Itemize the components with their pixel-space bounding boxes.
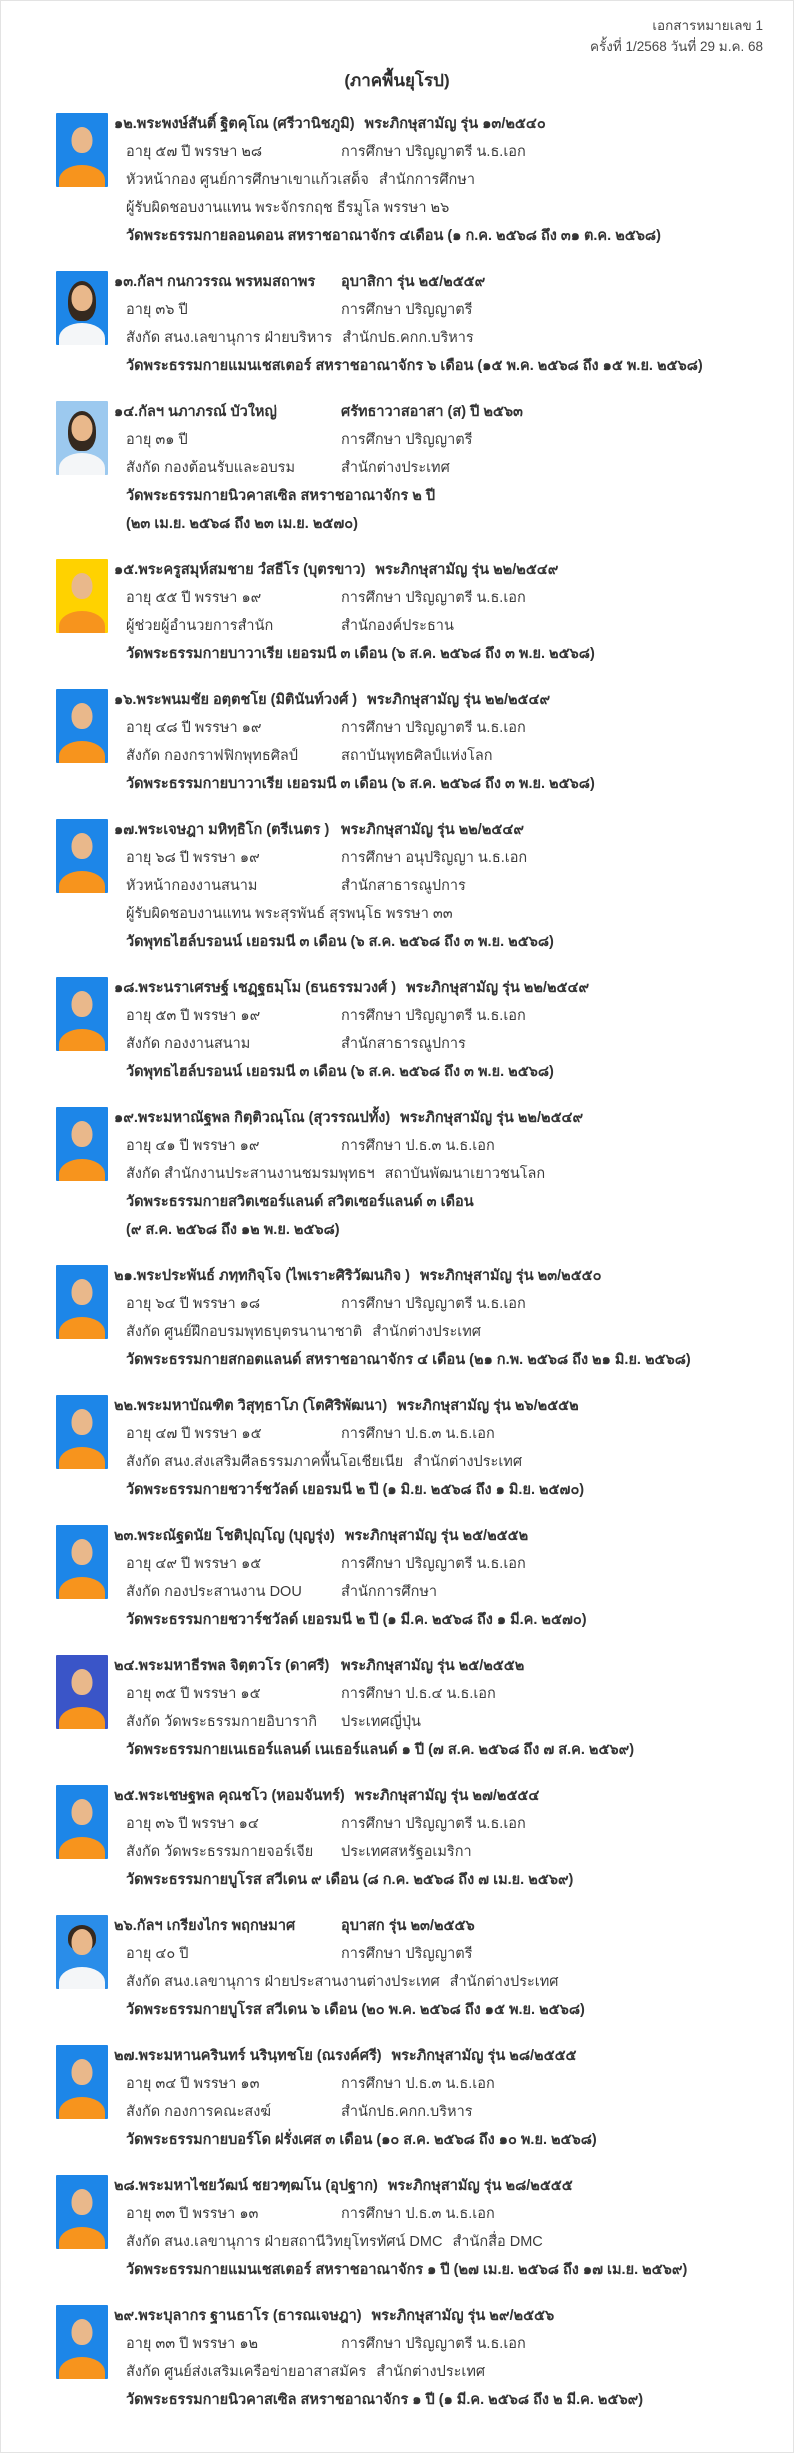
person-status: พระภิกษุสามัญ รุ่น ๒๒/๒๕๔๙ [400,1110,584,1126]
entry-head-row [114,816,773,844]
entry-text [108,556,773,668]
detail-row [114,1968,773,1996]
portrait-head [72,415,93,441]
entry-text [108,1652,773,1764]
entry-text [108,1262,773,1374]
person-status: อุบาสิกา รุ่น ๒๕/๒๕๕๙ [341,274,486,290]
detail-right: การศึกษา ปริญญาตรี น.ธ.เอก [341,1816,526,1832]
person-name: ๑๗.พระเจษฎา มหิทฺธิโก (ตรีเนตร ) [114,822,330,838]
portrait-torso [59,1159,105,1181]
detail-left: สังกัด กองต้อนรับและอบรม [126,460,296,476]
person-status: พระภิกษุสามัญ รุ่น ๒๒/๒๕๔๙ [375,562,559,578]
assignment-line: วัดพระธรรมกายชวาร์ชวัลด์ เยอรมนี ๒ ปี (๑ มี.ค. ๒๕๖๘ ถึง ๑ มี.ค. ๒๕๗๐) [126,1612,587,1628]
entry-head-row [114,398,773,426]
detail-row [114,1002,773,1030]
detail-left: สังกัด ศูนย์ฝึกอบรมพุทธบุตรนานาชาติ [126,1324,363,1340]
person-entry [56,2172,773,2284]
entry-head-row [114,2172,773,2200]
entry-text [108,268,773,380]
detail-row [114,1810,773,1838]
detail-row [114,1550,773,1578]
portrait-head [72,1929,93,1955]
entry-text [108,2172,773,2284]
portrait-head [72,1669,93,1695]
entry-head-row [114,110,773,138]
portrait-photo [56,271,108,345]
detail-row [114,1940,773,1968]
detail-right: สำนักสาธารณูปการ [341,1036,466,1052]
detail-row [114,2228,773,2256]
detail-left: สังกัด ศูนย์ส่งเสริมเครือข่ายอาสาสมัคร [126,2364,367,2380]
entry-body [114,1810,773,1894]
detail-left: สังกัด สนง.เลขานุการ ฝ่ายบริหาร [126,330,333,346]
detail-left: สังกัด วัดพระธรรมกายอิบารากิ [126,1714,318,1730]
detail-row [114,584,773,612]
entry-text [108,398,773,538]
detail-left: อายุ ๓๓ ปี พรรษา ๑๒ [126,2336,259,2352]
entry-text [108,2302,773,2414]
detail-left: หัวหน้ากองงานสนาม [126,878,258,894]
detail-right: การศึกษา ปริญญาตรี น.ธ.เอก [341,1296,526,1312]
detail-right: สำนักต่างประเทศ [449,1974,559,1990]
detail-row [114,2330,773,2358]
detail-row [114,454,773,482]
detail-row [114,1838,773,1866]
person-status: พระภิกษุสามัญ รุ่น ๒๕/๒๕๕๒ [341,1658,525,1674]
entry-text [108,110,773,250]
detail-row [114,138,773,166]
entry-head-row [114,2302,773,2330]
person-name: ๑๓.กัลฯ กนกวรรณ พรหมสถาพร [114,274,316,290]
assignment-line: วัดพระธรรมกายนิวคาสเซิล สหราชอาณาจักร ๑ ปี (๑ มี.ค. ๒๕๖๘ ถึง ๒ มี.ค. ๒๕๖๙) [126,2392,644,2408]
detail-row [114,324,773,352]
person-name: ๑๘.พระนราเศรษฐ์ เชฏฺฐธมฺโม (ธนธรรมวงศ์ ) [114,980,397,996]
detail-left: อายุ ๓๓ ปี พรรษา ๑๓ [126,2206,259,2222]
person-entry [56,1104,773,1244]
entry-body [114,2200,773,2284]
entry-body [114,2330,773,2414]
detail-left: สังกัด สนง.เลขานุการ ฝ่ายสถานีวิทยุโทรทัศน์ DMC [126,2234,443,2250]
detail-right: การศึกษา ปริญญาตรี น.ธ.เอก [341,2336,526,2352]
detail-row [114,1680,773,1708]
portrait-head [72,1539,93,1565]
entry-text [108,1104,773,1244]
person-name: ๑๙.พระมหาณัฐพล กิตฺติวณฺโณ (สุวรรณปทั้ง) [114,1110,391,1126]
portrait-head [72,1121,93,1147]
person-status: พระภิกษุสามัญ รุ่น ๒๖/๒๕๕๒ [397,1398,579,1414]
portrait-head [72,2059,93,2085]
detail-left: อายุ ๕๓ ปี พรรษา ๑๙ [126,1008,261,1024]
portrait-torso [59,741,105,763]
detail-left: หัวหน้ากอง ศูนย์การศึกษาเขาแก้วเสด็จ [126,172,369,188]
detail-left: อายุ ๓๕ ปี พรรษา ๑๕ [126,1686,261,1702]
detail-right: การศึกษา ปริญญาตรี น.ธ.เอก [341,144,526,160]
entry-head-row [114,1392,773,1420]
detail-row [114,742,773,770]
assignment-line: วัดพระธรรมกายชวาร์ชวัลด์ เยอรมนี ๒ ปี (๑ มิ.ย. ๒๕๖๘ ถึง ๑ มิ.ย. ๒๕๗๐) [126,1482,585,1498]
person-entry [56,1392,773,1504]
detail-right: การศึกษา ป.ธ.๔ น.ธ.เอก [341,1686,496,1702]
person-entry [56,686,773,798]
person-name: ๑๖.พระพนมชัย อตฺตชโย (มิตินันท์วงศ์ ) [114,692,358,708]
portrait-torso [59,1707,105,1729]
portrait-photo [56,113,108,187]
detail-right: การศึกษา ปริญญาตรี น.ธ.เอก [341,720,526,736]
assignment-line: วัดพระธรรมกายสวิตเซอร์แลนด์ สวิตเซอร์แลนด์ ๓ เดือน [126,1194,474,1210]
entry-body [114,1680,773,1764]
entry-text [108,1392,773,1504]
portrait-photo [56,689,108,763]
entry-head-row [114,686,773,714]
entry-head-row [114,974,773,1002]
detail-right: สำนักปธ.คกก.บริหาร [342,330,474,346]
detail-right: การศึกษา ป.ธ.๓ น.ธ.เอก [341,1426,495,1442]
person-entry [56,110,773,250]
person-status: พระภิกษุสามัญ รุ่น ๒๕/๒๕๕๒ [344,1528,529,1544]
entry-body [114,1420,773,1504]
detail-left: สังกัด สนง.เลขานุการ ฝ่ายประสานงานต่างประเทศ [126,1974,440,1990]
entry-head-row [114,268,773,296]
detail-left: สังกัด สำนักงานประสานงานชมรมพุทธฯ [126,1166,375,1182]
entry-text [108,686,773,798]
entry-body [114,844,773,956]
entry-body [114,1132,773,1244]
detail-row [114,1420,773,1448]
portrait-head [72,2319,93,2345]
entry-text [108,2042,773,2154]
person-name: ๒๒.พระมหาบัณฑิต วิสุทฺธาโภ (โตศิริพัฒนา) [114,1398,388,1414]
assignment-line: วัดพระธรรมกายบาวาเรีย เยอรมนี ๓ เดือน (๖ ส.ค. ๒๕๖๘ ถึง ๓ พ.ย. ๒๕๖๘) [126,646,595,662]
detail-left: สังกัด กองการคณะสงฆ์ [126,2104,272,2120]
assignment-line: วัดพุทธไฮล์บรอนน์ เยอรมนี ๓ เดือน (๖ ส.ค. ๒๕๖๘ ถึง ๓ พ.ย. ๒๕๖๘) [126,1064,554,1080]
entry-head-row [114,1522,773,1550]
portrait-head [72,285,93,311]
detail-right: การศึกษา ปริญญาตรี น.ธ.เอก [341,1556,526,1572]
detail-right: สำนักต่างประเทศ [341,460,450,476]
detail-row [114,1448,773,1476]
detail-row [114,1290,773,1318]
detail-left: อายุ ๔๗ ปี พรรษา ๑๕ [126,1426,262,1442]
detail-row [114,166,773,194]
portrait-torso [59,1317,105,1339]
person-name: ๒๗.พระมหานครินทร์ นรินฺทชโย (ณรงค์ศรี) [114,2048,382,2064]
person-entry [56,268,773,380]
detail-right: การศึกษา ปริญญาตรี [341,1946,473,1962]
person-entry [56,556,773,668]
portrait-torso [59,453,105,475]
entry-body [114,1002,773,1086]
detail-left: สังกัด กองกราฟฟิกพุทธศิลป์ [126,748,299,764]
portrait-torso [59,2357,105,2379]
detail-row [114,1578,773,1606]
detail-left: อายุ ๕๗ ปี พรรษา ๒๘ [126,144,263,160]
person-status: อุบาสก รุ่น ๒๓/๒๕๕๖ [341,1918,475,1934]
portrait-photo [56,819,108,893]
person-status: พระภิกษุสามัญ รุ่น ๒๘/๒๕๕๕ [387,2178,573,2194]
person-name: ๒๓.พระณัฐดนัย โชติปุญฺโญ (บุญรุ่ง) [114,1528,335,1544]
detail-right: ประเทศญี่ปุ่น [341,1714,421,1730]
portrait-head [72,1799,93,1825]
person-entry [56,2042,773,2154]
person-name: ๒๕.พระเชษฐพล คุณชโว (หอมจันทร์) [114,1788,345,1804]
entry-text [108,1912,773,2024]
person-name: ๒๖.กัลฯ เกรียงไกร พฤกษมาศ [114,1918,296,1934]
entry-head-row [114,1652,773,1680]
person-status: พระภิกษุสามัญ รุ่น ๒๒/๒๕๔๙ [367,692,551,708]
person-status: พระภิกษุสามัญ รุ่น ๒๒/๒๕๔๙ [341,822,524,838]
person-status: ศรัทธาวาสอาสา (ส) ปี ๒๕๖๓ [341,404,523,420]
person-status: พระภิกษุสามัญ รุ่น ๒๗/๒๕๕๔ [354,1788,540,1804]
portrait-head [72,1409,93,1435]
entry-body [114,1940,773,2024]
detail-row [114,2098,773,2126]
portrait-torso [59,2227,105,2249]
detail-row [114,872,773,900]
portrait-photo [56,2305,108,2379]
detail-right: สถาบันพัฒนาเยาวชนโลก [384,1166,546,1182]
doc-number: เอกสารหมายเลข 1 [652,18,763,33]
portrait-photo [56,559,108,633]
portrait-photo [56,2045,108,2119]
entry-body [114,714,773,798]
detail-left: อายุ ๓๖ ปี พรรษา ๑๔ [126,1816,259,1832]
portrait-photo [56,401,108,475]
person-status: พระภิกษุสามัญ รุ่น ๒๓/๒๕๕๐ [419,1268,602,1284]
detail-left: อายุ ๖๔ ปี พรรษา ๑๘ [126,1296,261,1312]
assignment-line: วัดพระธรรมกายบาวาเรีย เยอรมนี ๓ เดือน (๖ ส.ค. ๒๕๖๘ ถึง ๓ พ.ย. ๒๕๖๘) [126,776,595,792]
person-entry [56,974,773,1086]
detail-right: การศึกษา ปริญญาตรี น.ธ.เอก [341,1008,526,1024]
detail-right: สำนักสาธารณูปการ [341,878,466,894]
portrait-photo [56,1785,108,1859]
person-status: พระภิกษุสามัญ รุ่น ๒๘/๒๕๕๕ [391,2048,577,2064]
detail-left: สังกัด วัดพระธรรมกายจอร์เจีย [126,1844,314,1860]
portrait-photo [56,1265,108,1339]
detail-left: อายุ ๔๙ ปี พรรษา ๑๕ [126,1556,262,1572]
detail-right: สำนักปธ.คกก.บริหาร [341,2104,473,2120]
detail-row [114,1030,773,1058]
portrait-head [72,833,93,859]
detail-right: สำนักต่างประเทศ [376,2364,486,2380]
portrait-photo [56,1655,108,1729]
portrait-torso [59,165,105,187]
entry-head-row [114,1262,773,1290]
portrait-torso [59,323,105,345]
detail-row [114,1708,773,1736]
portrait-torso [59,1447,105,1469]
portrait-photo [56,2175,108,2249]
portrait-torso [59,1837,105,1859]
portrait-photo [56,1107,108,1181]
entry-text [108,974,773,1086]
detail-row [114,296,773,324]
portrait-head [72,573,93,599]
detail-row [114,844,773,872]
assignment-line: วัดพระธรรมกายสกอตแลนด์ สหราชอาณาจักร ๔ เดือน (๒๑ ก.พ. ๒๕๖๘ ถึง ๒๑ มิ.ย. ๒๕๖๘) [126,1352,691,1368]
detail-left: สังกัด กองงานสนาม [126,1036,251,1052]
assignment-line: (๒๓ เม.ย. ๒๕๖๘ ถึง ๒๓ เม.ย. ๒๕๗๐) [126,516,358,532]
entry-head-row [114,1104,773,1132]
portrait-head [72,703,93,729]
detail-right: สถาบันพุทธศิลป์แห่งโลก [341,748,493,764]
meeting-date-line: ครั้งที่ 1/2568 วันที่ 29 ม.ค. 68 [590,39,763,54]
assignment-line: วัดพระธรรมกายบอร์โด ฝรั่งเศส ๓ เดือน (๑๐ ส.ค. ๒๕๖๘ ถึง ๑๐ พ.ย. ๒๕๖๘) [126,2132,597,2148]
portrait-head [72,991,93,1017]
detail-left: อายุ ๔๐ ปี [126,1946,189,1962]
portrait-torso [59,1967,105,1989]
entry-text [108,1522,773,1634]
entry-body [114,426,773,538]
entry-head-row [114,2042,773,2070]
portrait-head [72,1279,93,1305]
person-name: ๒๑.พระประพันธ์ ภทฺทกิจฺโจ (ไพเราะศิริวัฒนกิจ ) [114,1268,410,1284]
person-status: พระภิกษุสามัญ รุ่น ๑๓/๒๕๔๐ [364,116,546,132]
assignment-line: วัดพระธรรมกายลอนดอน สหราชอาณาจักร ๔เดือน (๑ ก.ค. ๒๕๖๘ ถึง ๓๑ ต.ค. ๒๕๖๘) [126,228,661,244]
person-name: ๑๕.พระครูสมุห์สมชาย วํสธีโร (บุตรขาว) [114,562,366,578]
substitute-line: ผู้รับผิดชอบงานแทน พระจักรกฤช ธีรมูโล พรรษา ๒๖ [126,200,450,216]
portrait-head [72,2189,93,2215]
detail-row [114,1160,773,1188]
entries-list [1,110,793,2452]
person-name: ๒๘.พระมหาไชยวัฒน์ ชยวฑฺฒโน (อุปฐาก) [114,2178,378,2194]
detail-right: การศึกษา ปริญญาตรี น.ธ.เอก [341,590,526,606]
person-entry [56,1262,773,1374]
detail-right: สำนักการศึกษา [341,1584,438,1600]
detail-row [114,714,773,742]
detail-row [114,612,773,640]
detail-right: สำนักสื่อ DMC [452,2234,543,2250]
detail-row [114,1318,773,1346]
detail-left: สังกัด สนง.ส่งเสริมศีลธรรมภาคพื้นโอเชียเนีย [126,1454,404,1470]
detail-right: สำนักต่างประเทศ [413,1454,523,1470]
detail-left: อายุ ๔๑ ปี พรรษา ๑๙ [126,1138,260,1154]
person-entry [56,816,773,956]
entry-body [114,584,773,668]
detail-left: อายุ ๔๘ ปี พรรษา ๑๙ [126,720,262,736]
portrait-head [72,127,93,153]
entry-body [114,1290,773,1374]
detail-right: การศึกษา ปริญญาตรี [341,432,473,448]
assignment-line: วัดพระธรรมกายแมนเชสเตอร์ สหราชอาณาจักร ๖ เดือน (๑๕ พ.ค. ๒๕๖๘ ถึง ๑๕ พ.ย. ๒๕๖๘) [126,358,703,374]
person-status: พระภิกษุสามัญ รุ่น ๒๒/๒๕๔๙ [406,980,590,996]
detail-left: อายุ ๖๘ ปี พรรษา ๑๙ [126,850,260,866]
portrait-photo [56,1525,108,1599]
detail-left: อายุ ๓๖ ปี [126,302,188,318]
portrait-torso [59,1577,105,1599]
person-name: ๒๙.พระบุลากร ฐานธาโร (ธารณเจษฎา) [114,2308,362,2324]
entry-body [114,296,773,380]
person-entry [56,1652,773,1764]
person-name: ๑๔.กัลฯ นภาภรณ์ บัวใหญ่ [114,404,277,420]
portrait-torso [59,871,105,893]
detail-left: อายุ ๓๑ ปี [126,432,188,448]
entry-body [114,2070,773,2154]
entry-text [108,1782,773,1894]
page-title: (ภาคพื้นยุโรป) [344,71,450,90]
substitute-line: ผู้รับผิดชอบงานแทน พระสุรพันธ์ สุรพนฺโธ พรรษา ๓๓ [126,906,453,922]
assignment-line: วัดพุทธไฮล์บรอนน์ เยอรมนี ๓ เดือน (๖ ส.ค. ๒๕๖๘ ถึง ๓ พ.ย. ๒๕๖๘) [126,934,554,950]
portrait-torso [59,1029,105,1051]
detail-row [114,2358,773,2386]
person-name: ๑๒.พระพงษ์สันติ์ ฐิตคุโณ (ศรีวานิชภูมิ) [114,116,355,132]
person-entry [56,398,773,538]
detail-right: การศึกษา ป.ธ.๓ น.ธ.เอก [341,2206,495,2222]
detail-right: สำนักต่างประเทศ [372,1324,482,1340]
detail-right: สำนักการศึกษา [378,172,475,188]
person-entry [56,1522,773,1634]
assignment-line: วัดพระธรรมกายนิวคาสเซิล สหราชอาณาจักร ๒ ปี [126,488,436,504]
detail-right: การศึกษา ป.ธ.๓ น.ธ.เอก [341,1138,495,1154]
detail-left: สังกัด กองประสานงาน DOU [126,1584,302,1600]
assignment-line: วัดพระธรรมกายบูโรส สวีเดน ๙ เดือน (๘ ก.ค. ๒๕๖๘ ถึง ๗ เม.ย. ๒๕๖๙) [126,1872,574,1888]
detail-right: การศึกษา ปริญญาตรี [341,302,473,318]
entry-head-row [114,556,773,584]
person-status: พระภิกษุสามัญ รุ่น ๒๙/๒๕๕๖ [371,2308,555,2324]
detail-row [114,2070,773,2098]
portrait-torso [59,2097,105,2119]
entry-text [108,816,773,956]
document-header [1,1,793,57]
entry-body [114,1550,773,1634]
detail-left: อายุ ๓๔ ปี พรรษา ๑๓ [126,2076,260,2092]
portrait-photo [56,1915,108,1989]
entry-head-row [114,1782,773,1810]
entry-body [114,138,773,250]
detail-row [114,2200,773,2228]
portrait-photo [56,977,108,1051]
person-name: ๒๔.พระมหาธีรพล จิตฺตวโร (ดาศรี) [114,1658,330,1674]
entry-head-row [114,1912,773,1940]
portrait-torso [59,611,105,633]
person-entry [56,1912,773,2024]
detail-left: อายุ ๕๕ ปี พรรษา ๑๙ [126,590,262,606]
assignment-line: (๙ ส.ค. ๒๕๖๘ ถึง ๑๒ พ.ย. ๒๕๖๘) [126,1222,340,1238]
detail-left: ผู้ช่วยผู้อำนวยการสำนัก [126,618,274,634]
person-entry [56,1782,773,1894]
assignment-line: วัดพระธรรมกายแมนเชสเตอร์ สหราชอาณาจักร ๑ ปี (๒๗ เม.ย. ๒๕๖๘ ถึง ๑๗ เม.ย. ๒๕๖๙) [126,2262,688,2278]
detail-right: ประเทศสหรัฐอเมริกา [341,1844,472,1860]
person-entry [56,2302,773,2414]
assignment-line: วัดพระธรรมกายบูโรส สวีเดน ๖ เดือน (๒๐ พ.ค. ๒๕๖๘ ถึง ๑๕ พ.ย. ๒๕๖๘) [126,2002,585,2018]
detail-row [114,1132,773,1160]
detail-right: การศึกษา อนุปริญญา น.ธ.เอก [341,850,528,866]
assignment-line: วัดพระธรรมกายเนเธอร์แลนด์ เนเธอร์แลนด์ ๑ ปี (๗ ส.ค. ๒๕๖๘ ถึง ๗ ส.ค. ๒๕๖๙) [126,1742,635,1758]
detail-right: สำนักองค์ประธาน [341,618,454,634]
portrait-photo [56,1395,108,1469]
detail-right: การศึกษา ป.ธ.๓ น.ธ.เอก [341,2076,495,2092]
detail-row [114,426,773,454]
